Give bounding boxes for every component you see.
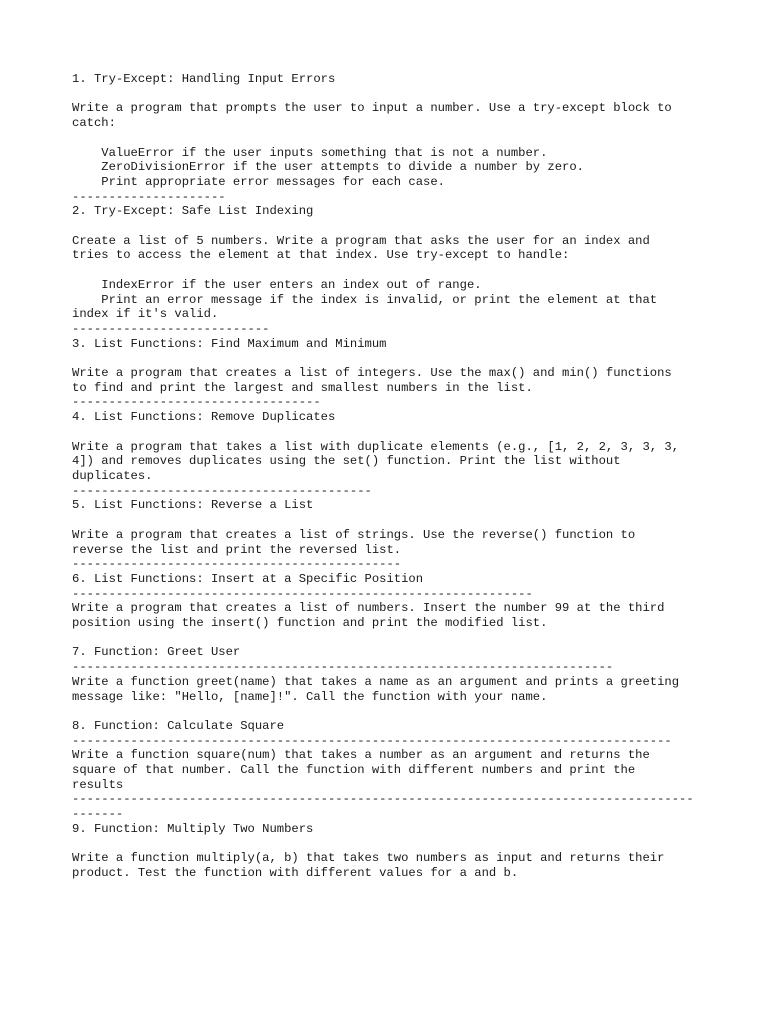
text-line: Write a program that prompts the user to input a number. Use a try-except block to <box>72 101 672 116</box>
section-heading: 8. Function: Calculate Square <box>72 718 285 733</box>
text-line: message like: "Hello, [name]!". Call the function with your name. <box>72 689 548 704</box>
separator-line: --------------------------- <box>72 321 270 336</box>
document-page <box>72 72 712 881</box>
text-line: index if it's valid. <box>72 307 219 322</box>
text-line: results <box>72 777 124 792</box>
section-heading: 2. Try-Except: Safe List Indexing <box>72 204 314 219</box>
section-heading: 1. Try-Except: Handling Input Errors <box>72 72 336 86</box>
text-line: product. Test the function with different values for a and b. <box>72 865 519 880</box>
text-line: reverse the list and print the reversed list. <box>72 542 402 557</box>
document-text <box>72 72 712 881</box>
text-line: Print an error message if the index is invalid, or print the element at that <box>72 292 658 307</box>
separator-line: ------- <box>72 807 124 822</box>
section-heading: 9. Function: Multiply Two Numbers <box>72 821 314 836</box>
text-line: 4]) and removes duplicates using the set() function. Print the list without <box>72 454 621 469</box>
text-line: duplicates. <box>72 468 153 483</box>
section-heading: 5. List Functions: Reverse a List <box>72 498 314 513</box>
separator-line: ------------------------------------------------------------------------------------- <box>72 792 694 807</box>
text-line: Write a program that creates a list of integers. Use the max() and min() functions <box>72 366 672 381</box>
separator-line: ---------------------------------- <box>72 395 321 410</box>
separator-line: ----------------------------------------- <box>72 483 372 498</box>
text-line: ZeroDivisionError if the user attempts to divide a number by zero. <box>72 160 584 175</box>
text-line: Write a program that takes a list with duplicate elements (e.g., [1, 2, 2, 3, 3, 3, <box>72 439 680 454</box>
text-line: to find and print the largest and smallest numbers in the list. <box>72 380 533 395</box>
separator-line: ---------------------------------------------------------------------------------- <box>72 733 672 748</box>
separator-line: --------------------- <box>72 189 226 204</box>
section-heading: 7. Function: Greet User <box>72 645 241 660</box>
text-line: Write a function square(num) that takes a number as an argument and returns the <box>72 748 650 763</box>
text-line: square of that number. Call the function with different numbers and print the <box>72 763 636 778</box>
text-line: IndexError if the user enters an index out of range. <box>72 277 482 292</box>
section-heading: 4. List Functions: Remove Duplicates <box>72 410 336 425</box>
text-line: position using the insert() function and print the modified list. <box>72 616 548 631</box>
text-line: Print appropriate error messages for each case. <box>72 174 445 189</box>
section-heading: 6. List Functions: Insert at a Specific Position <box>72 571 424 586</box>
text-line: Write a function multiply(a, b) that takes two numbers as input and returns their <box>72 851 665 866</box>
separator-line: --------------------------------------------- <box>72 557 402 572</box>
separator-line: -------------------------------------------------------------------------- <box>72 660 614 675</box>
text-line: tries to access the element at that index. Use try-except to handle: <box>72 248 570 263</box>
text-line: Write a function greet(name) that takes a name as an argument and prints a greeting <box>72 674 680 689</box>
section-heading: 3. List Functions: Find Maximum and Minimum <box>72 336 387 351</box>
separator-line: --------------------------------------------------------------- <box>72 586 533 601</box>
text-line: catch: <box>72 116 116 131</box>
text-line: Create a list of 5 numbers. Write a program that asks the user for an index and <box>72 233 650 248</box>
text-line: ValueError if the user inputs something that is not a number. <box>72 145 548 160</box>
text-line: Write a program that creates a list of strings. Use the reverse() function to <box>72 527 636 542</box>
text-line: Write a program that creates a list of numbers. Insert the number 99 at the third <box>72 601 665 616</box>
